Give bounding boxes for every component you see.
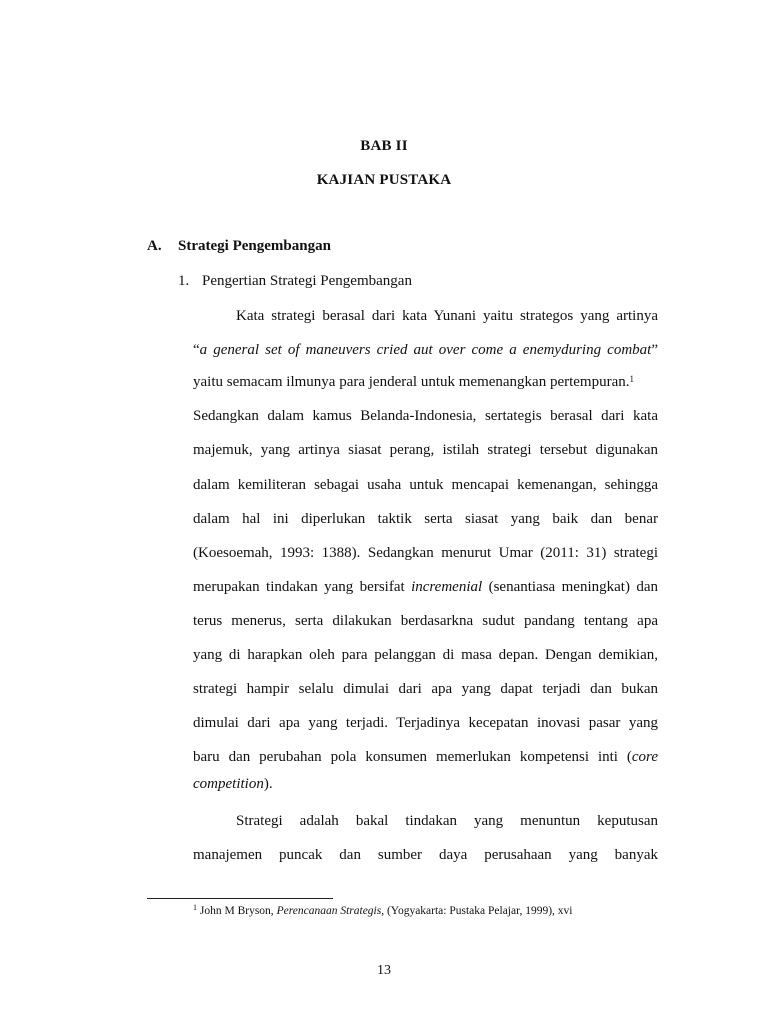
footnote-publication: (Yogyakarta: Pustaka Pelajar, 1999), xvi — [384, 905, 573, 917]
chapter-label: BAB II — [360, 138, 408, 154]
quoted-definition: a general set of maneuvers cried aut over come a enemyduring combat — [199, 342, 652, 358]
italic-term: incremenial — [411, 579, 483, 595]
paragraph-line — [193, 775, 658, 793]
italic-term: core — [631, 749, 658, 765]
page-number: 13 — [377, 963, 391, 978]
footnote-number: 1 — [193, 903, 197, 912]
paragraph-line: majemuk, yang artinya siasat perang, istilah strategi tersebut digunakan — [193, 442, 658, 458]
footnote-separator — [147, 898, 333, 899]
paragraph-line — [193, 748, 658, 766]
section-title: Strategi Pengembangan — [178, 238, 331, 254]
line-text: yaitu semacam ilmunya para jenderal untuk memenangkan pertempuran. — [193, 374, 630, 390]
footnote — [193, 905, 573, 917]
subsection-title: Pengertian Strategi Pengembangan — [202, 273, 412, 289]
paragraph-line: dalam hal ini diperlukan taktik serta siasat yang baik dan benar — [193, 511, 658, 527]
paragraph-line: dimulai dari apa yang terjadi. Terjadinya kecepatan inovasi pasar yang — [193, 715, 658, 731]
paragraph-line: terus menerus, serta dilakukan berdasarkna sudut pandang tentang apa — [193, 613, 658, 629]
subsection-number: 1. — [178, 273, 190, 289]
line-text: baru dan perubahan pola konsumen memerlukan kompetensi inti ( — [193, 749, 632, 765]
paragraph-line: manajemen puncak dan sumber daya perusahaan yang banyak — [193, 847, 658, 863]
paragraph-line: yang di harapkan oleh para pelanggan di masa depan. Dengan demikian, — [193, 647, 658, 663]
paragraph-line: Strategi adalah bakal tindakan yang menuntun keputusan — [236, 813, 658, 829]
paragraph-line — [193, 341, 658, 359]
close-quote: ” — [651, 342, 658, 358]
footnote-reference: 1 — [629, 374, 635, 384]
line-text: ). — [263, 776, 273, 792]
paragraph-line — [193, 373, 658, 391]
paragraph-line: (Koesoemah, 1993: 1388). Sedangkan menurut Umar (2011: 31) strategi — [193, 545, 658, 561]
paragraph-line: strategi hampir selalu dimulai dari apa yang dapat terjadi dan bukan — [193, 681, 658, 697]
paragraph-line: Sedangkan dalam kamus Belanda-Indonesia, sertategis berasal dari kata — [193, 408, 658, 424]
italic-term: competition — [193, 776, 264, 792]
paragraph-line — [193, 578, 658, 596]
footnote-author: John M Bryson, — [197, 905, 277, 917]
line-text: (senantiasa meningkat) dan — [482, 579, 659, 595]
line-text: merupakan tindakan yang bersifat — [193, 579, 412, 595]
open-quote: “ — [193, 342, 200, 358]
paragraph-line: Kata strategi berasal dari kata Yunani yaitu strategos yang artinya — [236, 308, 658, 324]
footnote-book-title: Perencanaan Strategis, — [276, 905, 385, 917]
section-marker: A. — [147, 238, 162, 254]
paragraph-line: dalam kemiliteran sebagai usaha untuk mencapai kemenangan, sehingga — [193, 477, 658, 493]
chapter-title: KAJIAN PUSTAKA — [316, 172, 452, 188]
